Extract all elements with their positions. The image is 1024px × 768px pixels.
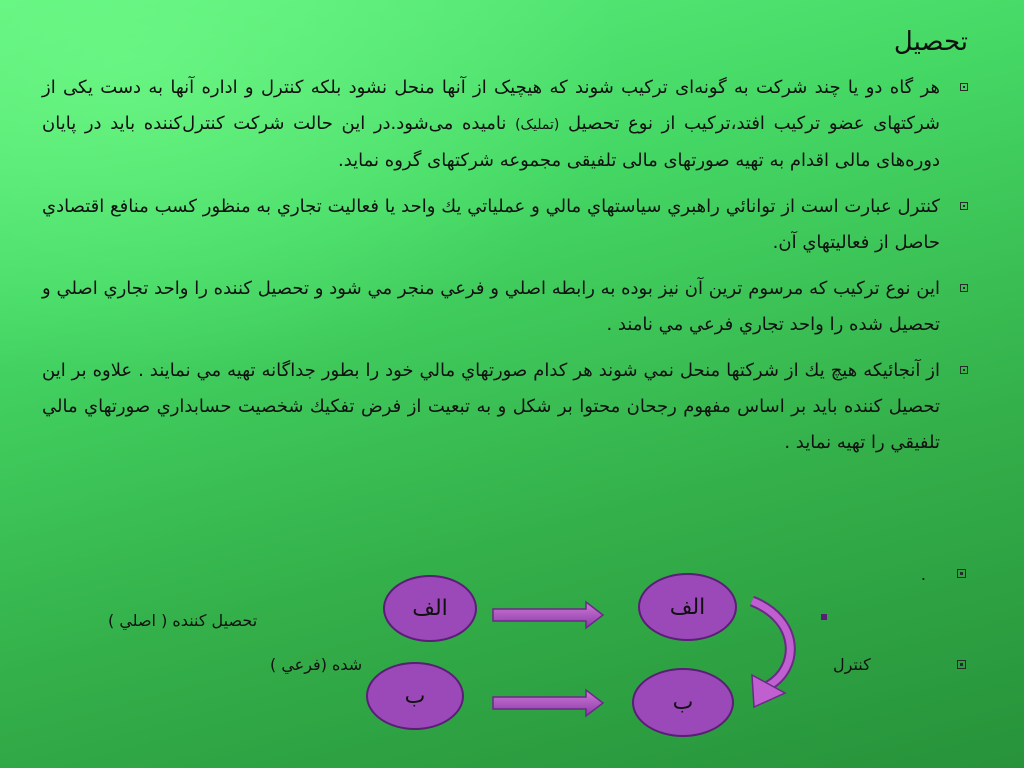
bullet-text: این نوع ترکیب که مرسوم ترین آن نیز بوده به رابطه اصلي و فرعي منجر مي شود و تحصیل كننده را واحد تجاري اصلي و تحصیل شده را واحد تجاري فرعي مي نامند . <box>42 278 940 335</box>
marker-dot <box>821 614 827 620</box>
curved-arrow <box>752 601 790 707</box>
bullet-small-text: (تملیک) <box>515 117 560 133</box>
label-acquirer: تحصيل كننده ( اصلي ) <box>108 611 258 630</box>
label-acquired: شده (فرعي ) <box>270 655 363 674</box>
ellipse-left-top <box>383 575 477 642</box>
bullet-text: از آنجائیکه هيچ يك از شرکتها منحل نمي شوند هر کدام صورتهاي مالي خود را بطور جداگانه تهيه مي نمايند . علاوه بر اين تحصيل كننده بايد بر اساس مفهوم رجحان محتوا بر شكل و به تبعيت از فرض تفكيك شخصيت حسابداري صورتهاي مالي تلفيقي را تهيه نمايد . <box>42 360 940 453</box>
ellipse-left-bottom <box>366 662 464 730</box>
ellipse-right-top <box>638 573 737 641</box>
label-control: کنترل <box>833 655 871 674</box>
arrow-right-top <box>493 602 603 628</box>
bullet-text-continued: نامیده می‌شود.در این حالت شرکت کنترل‌کننده باید در پایان دوره‌های مالی اقدام به تهیه صورتهای مالی تلفیقی مجموعه شرکتهای گروه نماید. <box>42 113 940 171</box>
bullet-text: هر گاه دو یا چند شرکت به گونه‌ای ترکیب شوند که هیچیک از آنها منحل نشود بلکه کنترل و اداره آنها به دست یکی از شرکتهای عضو ترکیب افتد،ترکیب از نوع تحصیل <box>42 77 941 134</box>
slide-title: تحصیل <box>893 27 968 57</box>
ellipse-label: ب <box>672 690 694 715</box>
ellipse-label: ب <box>404 683 426 709</box>
bullet-5-text: . <box>920 565 926 584</box>
ellipse-right-bottom <box>632 668 734 737</box>
ellipse-label: الف <box>412 596 448 621</box>
ellipse-label: الف <box>669 594 706 620</box>
bullet-text: کنترل عبارت است از توانائي راهبري سياستهاي مالي و عملياتي يك واحد يا فعاليت تجاري به منظور كسب منافع اقتصادي حاصل از فعاليتهاي آن. <box>42 196 940 253</box>
arrow-right-bottom <box>493 690 603 716</box>
